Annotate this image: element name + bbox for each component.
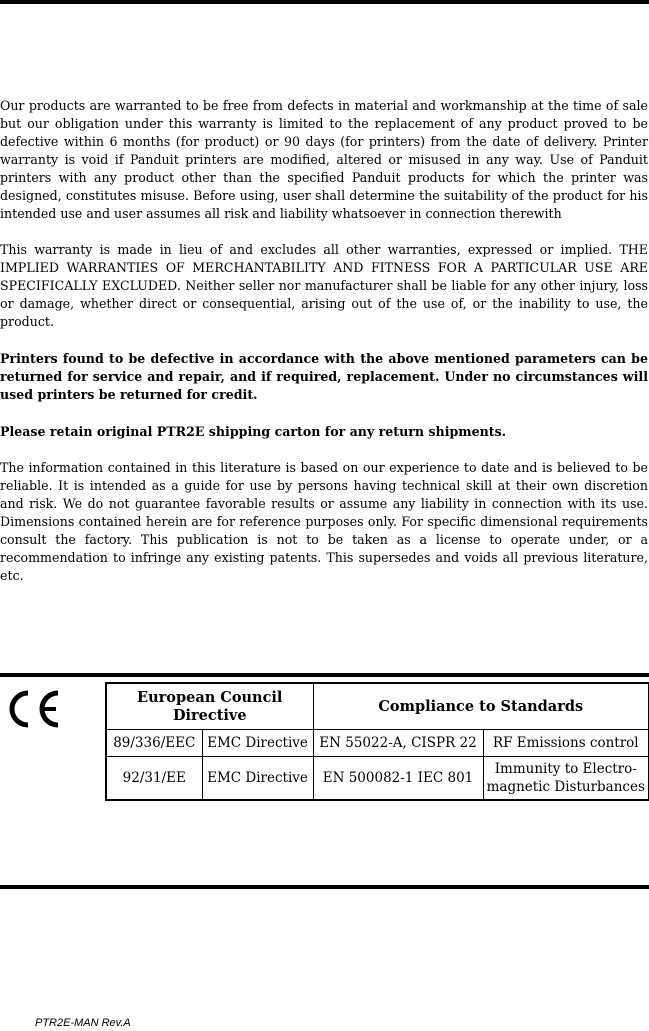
bottom-rule — [0, 885, 649, 889]
table-row — [106, 730, 649, 757]
warranty-paragraph: Our products are warranted to be free from defects in material and workmanship at the time of sale but our obligation under this warranty is limited to the replacement of any product proved to be defective within 6 months (for product) or 90 days (for printers) from the date of delivery. Printer warranty is void if Panduit printers are modified, altered or misused in any way. Use of Panduit printers with any product other than the specified Panduit products for which the printer was designed, constitutes misuse. Before using, user shall determine the suitability of the product for his intended use and user assumes all risk and liability whatsoever in connection therewith — [0, 98, 648, 221]
retain-carton-paragraph: Please retain original PTR2E shipping carton for any return shipments. — [0, 424, 507, 439]
top-rule — [0, 0, 649, 4]
defective-printers-paragraph: Printers found to be defective in accordance with the above mentioned parameters can be returned for service and repair, and if required, replacement. Under no circumstances will used printers be returned for credit. — [0, 351, 648, 402]
document-revision: PTR2E-MAN Rev.A — [35, 1017, 131, 1029]
standard: EN 500082-1 IEC 801 — [313, 757, 483, 801]
table-row — [106, 757, 649, 801]
standards-header: Compliance to Standards — [313, 683, 649, 730]
exclusion-paragraph: This warranty is made in lieu of and excludes all other warranties, expressed or implied. THE IMPLIED WARRANTIES OF MERCHANTABILITY AND FITNESS FOR A PARTICULAR USE ARE SPECIFICALLY EXCLUDED. Neither seller nor manufacturer shall be liable for any other injury, loss or damage, whether direct or consequential, arising out of the use of, or the inability to use, the product. — [0, 242, 648, 329]
standard-description: RF Emissions control — [483, 730, 649, 757]
standard-description: Immunity to Electro-magnetic Disturbances — [483, 757, 649, 801]
directive-header: European Council Directive — [106, 683, 313, 730]
directive-type: EMC Directive — [202, 757, 313, 801]
directive-code: 92/31/EE — [106, 757, 202, 801]
directive-code: 89/336/EEC — [106, 730, 202, 757]
section-rule — [0, 673, 649, 677]
directive-type: EMC Directive — [202, 730, 313, 757]
standard: EN 55022-A, CISPR 22 — [313, 730, 483, 757]
compliance-table — [105, 682, 649, 801]
information-paragraph: The information contained in this literature is based on our experience to date and is believed to be reliable. It is intended as a guide for use by persons having technical skill at their own discretion and risk. We do not guarantee favorable results or assume any liability in connection with its use. Dimensions contained herein are for reference purposes only. For specific dimensional requirements consult the factory. This publication is not to be taken as a license to operate under, or a recommendation to infringe any existing patents. This supersedes and voids all previous literature, etc. — [0, 460, 648, 583]
ce-mark-icon — [6, 689, 62, 729]
table-header-row — [106, 683, 649, 730]
